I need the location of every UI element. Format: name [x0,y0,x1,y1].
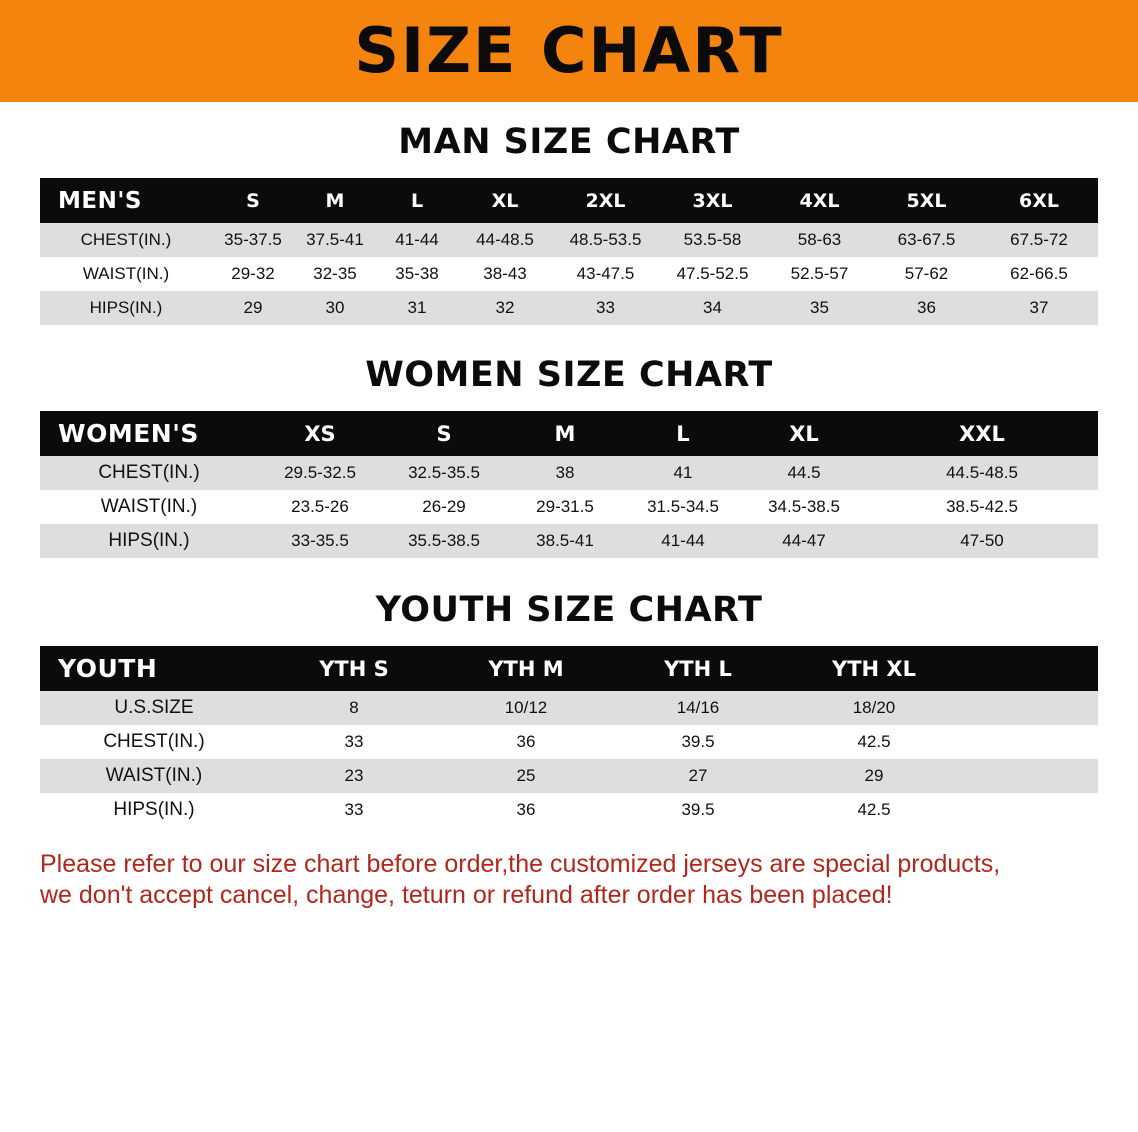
policy-note [40,849,1098,912]
women-chest-xl: 44.5 [742,456,866,490]
youth-ussize-xl: 18/20 [784,691,964,725]
women-section-heading: WOMEN SIZE CHART [365,355,773,395]
man-hips-5xl: 36 [873,291,980,325]
women-chest-xxl: 44.5-48.5 [866,456,1098,490]
women-hips-s: 35.5-38.5 [382,524,506,558]
man-row-label-hips: HIPS(IN.) [40,291,212,325]
youth-row-spacer [964,759,1098,793]
man-chest-m: 37.5-41 [294,223,376,257]
youth-waist-xl: 29 [784,759,964,793]
youth-row-spacer [964,725,1098,759]
man-waist-2xl: 43-47.5 [552,257,659,291]
women-waist-xs: 23.5-26 [258,490,382,524]
man-size-5xl: 5XL [906,189,947,212]
women-chest-xs: 29.5-32.5 [258,456,382,490]
man-row-label-waist: WAIST(IN.) [40,257,212,291]
women-header-label: WOMEN'S [58,419,199,448]
man-table-wrap [0,178,1138,325]
women-hips-xxl: 47-50 [866,524,1098,558]
man-chest-5xl: 63-67.5 [873,223,980,257]
youth-ussize-s: 8 [268,691,440,725]
man-waist-3xl: 47.5-52.5 [659,257,766,291]
women-size-m: M [554,421,576,446]
table-row [40,490,1098,524]
women-waist-s: 26-29 [382,490,506,524]
youth-row-label-hips: HIPS(IN.) [40,793,268,827]
youth-waist-s: 23 [268,759,440,793]
youth-chest-m: 36 [440,725,612,759]
youth-header-spacer [964,646,1098,691]
man-waist-5xl: 57-62 [873,257,980,291]
women-waist-l: 31.5-34.5 [624,490,742,524]
youth-ussize-l: 14/16 [612,691,784,725]
banner [0,0,1138,102]
youth-size-m: YTH M [488,656,564,681]
youth-table-wrap [0,646,1138,827]
youth-row-spacer [964,691,1098,725]
man-size-4xl: 4XL [799,189,840,212]
women-row-label-chest: CHEST(IN.) [40,456,258,490]
man-row-label-chest: CHEST(IN.) [40,223,212,257]
man-hips-3xl: 34 [659,291,766,325]
man-hips-xl: 32 [458,291,552,325]
youth-hips-xl: 42.5 [784,793,964,827]
women-hips-xl: 44-47 [742,524,866,558]
youth-hips-s: 33 [268,793,440,827]
man-waist-xl: 38-43 [458,257,552,291]
man-chest-4xl: 58-63 [766,223,873,257]
youth-row-spacer [964,793,1098,827]
women-row-label-hips: HIPS(IN.) [40,524,258,558]
youth-section-heading: YOUTH SIZE CHART [375,590,763,630]
women-table-wrap [0,411,1138,558]
women-chest-l: 41 [624,456,742,490]
women-size-l: L [676,421,690,446]
man-size-3xl: 3XL [692,189,733,212]
man-chest-xl: 44-48.5 [458,223,552,257]
table-row [40,691,1098,725]
youth-header-label: YOUTH [58,654,158,683]
youth-table-header-row [40,646,1098,691]
man-size-l: L [410,189,424,212]
youth-row-label-chest: CHEST(IN.) [40,725,268,759]
man-size-s: S [246,189,260,212]
youth-row-label-ussize: U.S.SIZE [40,691,268,725]
man-chest-6xl: 67.5-72 [980,223,1098,257]
man-waist-4xl: 52.5-57 [766,257,873,291]
man-hips-2xl: 33 [552,291,659,325]
women-size-xxl: XXL [959,421,1005,446]
women-row-label-waist: WAIST(IN.) [40,490,258,524]
table-row [40,257,1098,291]
man-waist-m: 32-35 [294,257,376,291]
women-hips-l: 41-44 [624,524,742,558]
women-hips-xs: 33-35.5 [258,524,382,558]
table-row [40,291,1098,325]
table-row [40,725,1098,759]
youth-chest-xl: 42.5 [784,725,964,759]
man-hips-4xl: 35 [766,291,873,325]
women-chest-s: 32.5-35.5 [382,456,506,490]
man-hips-s: 29 [212,291,294,325]
youth-hips-m: 36 [440,793,612,827]
policy-note-line-1: Please refer to our size chart before order,the customized jerseys are special products, [40,850,1001,878]
youth-chest-l: 39.5 [612,725,784,759]
man-section-heading: MAN SIZE CHART [398,122,740,162]
man-size-6xl: 6XL [1019,189,1059,212]
women-size-s: S [436,421,452,446]
women-waist-xxl: 38.5-42.5 [866,490,1098,524]
man-hips-6xl: 37 [980,291,1098,325]
youth-hips-l: 39.5 [612,793,784,827]
man-chest-l: 41-44 [376,223,458,257]
man-hips-l: 31 [376,291,458,325]
women-waist-m: 29-31.5 [506,490,624,524]
women-hips-m: 38.5-41 [506,524,624,558]
youth-size-s: YTH S [319,656,389,681]
man-size-xl: XL [491,189,519,212]
women-size-xs: XS [304,421,336,446]
man-header-label: MEN'S [58,187,142,214]
man-waist-l: 35-38 [376,257,458,291]
table-row [40,456,1098,490]
youth-size-table [40,646,1098,827]
youth-size-xl: YTH XL [832,656,916,681]
man-waist-s: 29-32 [212,257,294,291]
women-waist-xl: 34.5-38.5 [742,490,866,524]
table-row [40,793,1098,827]
policy-note-line-2: we don't accept cancel, change, teturn or refund after order has been placed! [40,881,893,910]
women-size-xl: XL [789,421,819,446]
man-table-header-row [40,178,1098,223]
women-chest-m: 38 [506,456,624,490]
youth-ussize-m: 10/12 [440,691,612,725]
youth-size-l: YTH L [664,656,732,681]
youth-row-label-waist: WAIST(IN.) [40,759,268,793]
man-chest-s: 35-37.5 [212,223,294,257]
women-table-header-row [40,411,1098,456]
man-waist-6xl: 62-66.5 [980,257,1098,291]
table-row [40,759,1098,793]
man-chest-2xl: 48.5-53.5 [552,223,659,257]
man-hips-m: 30 [294,291,376,325]
youth-chest-s: 33 [268,725,440,759]
table-row [40,223,1098,257]
man-size-table [40,178,1098,325]
banner-title: SIZE CHART [354,14,784,87]
table-row [40,524,1098,558]
man-size-m: M [325,189,345,212]
youth-waist-m: 25 [440,759,612,793]
women-size-table [40,411,1098,558]
man-chest-3xl: 53.5-58 [659,223,766,257]
man-size-2xl: 2XL [585,189,626,212]
youth-waist-l: 27 [612,759,784,793]
